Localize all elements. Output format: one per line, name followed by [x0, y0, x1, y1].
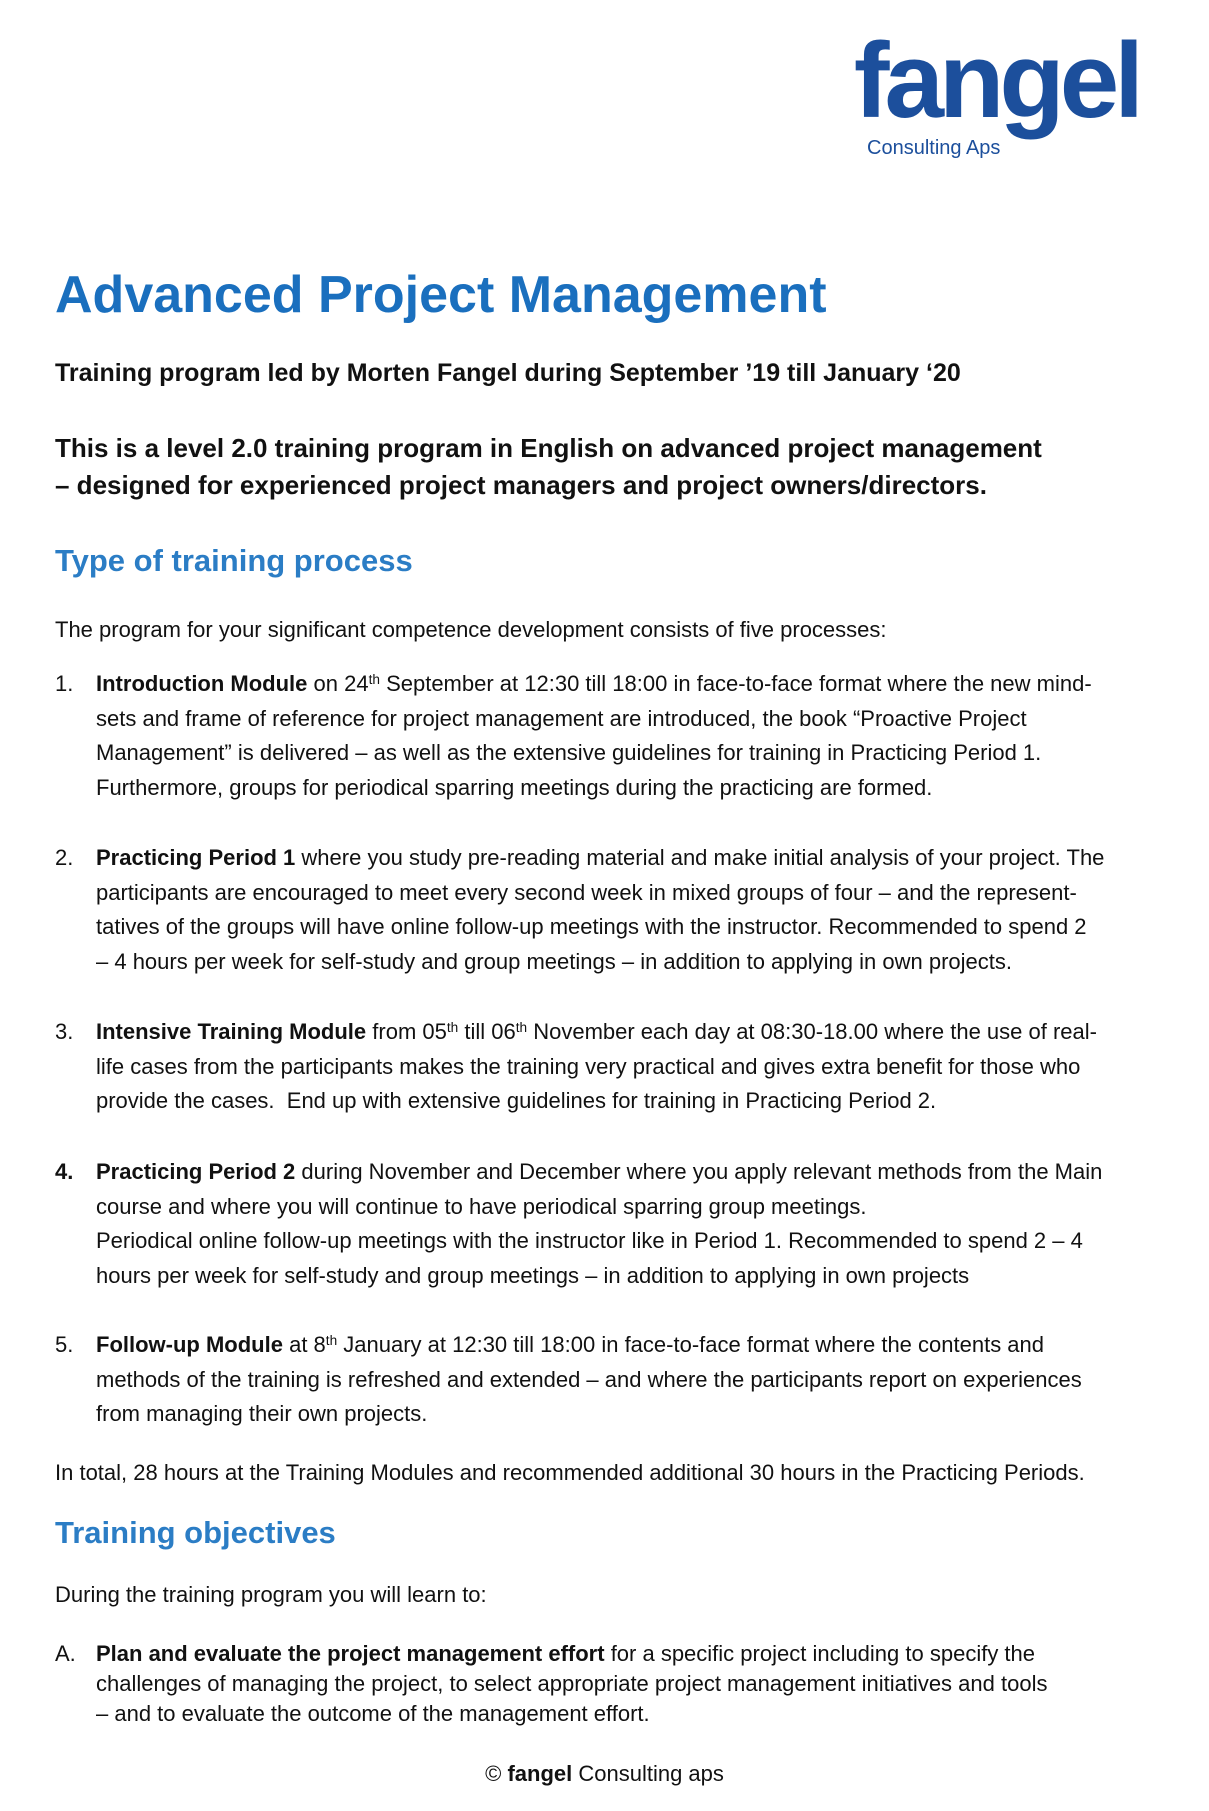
objectives-lead-text: During the training program you will learn to:	[55, 1582, 487, 1607]
text-line	[96, 1084, 1205, 1119]
section-heading-training-objectives: Training objectives	[55, 1515, 336, 1550]
text-run: Periodical online follow-up meetings with the instructor like in Period 1. Recommended to spend 2 – 4	[96, 1228, 1083, 1254]
footer-brand: fangel	[507, 1761, 573, 1786]
item-text	[96, 1015, 1205, 1119]
process-item	[55, 841, 1205, 980]
text-line	[96, 1328, 1205, 1363]
text-run: sets and frame of reference for project management are introduced, the book “Proactive Project	[96, 705, 1027, 731]
text-run: September at 12:30 till 18:00 in face-to-face format where the new mind-	[379, 671, 1092, 696]
intro-line: This is a level 2.0 training program in English on advanced project management	[55, 433, 1042, 463]
text-run: methods of the training is refreshed and extended – and where the participants report on experiences	[96, 1366, 1082, 1392]
text-line	[96, 1224, 1205, 1259]
ordinal-superscript: th	[446, 1019, 459, 1035]
section-heading-training-process: Type of training process	[55, 543, 413, 578]
ordinal-superscript: th	[325, 1332, 338, 1348]
text-line	[96, 1363, 1205, 1398]
text-line	[96, 841, 1205, 876]
process-item	[55, 667, 1205, 806]
text-run: participants are encouraged to meet every second week in mixed groups of four – and the represent-	[96, 879, 1077, 905]
text-line	[96, 1669, 1205, 1699]
total-hours-text: In total, 28 hours at the Training Modules and recommended additional 30 hours in the Practicing Periods.	[55, 1460, 1085, 1485]
text-run: challenges of managing the project, to select appropriate project management initiatives and tools	[96, 1671, 1048, 1696]
text-line	[96, 1639, 1205, 1669]
footer-text: Consulting aps	[578, 1761, 724, 1786]
text-run: where you study pre-reading material and make initial analysis of your project. The	[295, 845, 1105, 870]
item-number: 5.	[55, 1332, 74, 1357]
text-line	[96, 1050, 1205, 1085]
text-line	[96, 771, 1205, 806]
item-number: 3.	[55, 1019, 74, 1044]
ordinal-superscript: th	[368, 671, 380, 687]
text-run: hours per week for self-study and group meetings – in addition to applying in own projects	[96, 1263, 970, 1289]
program-subtitle: Training program led by Morten Fangel during September ’19 till January ‘20	[55, 359, 961, 387]
process-item	[55, 1328, 1205, 1432]
text-run: provide the cases. End up with extensive guidelines for training in Practicing Period 2.	[96, 1088, 937, 1114]
objective-item	[55, 1639, 1205, 1729]
text-run: on 24	[307, 671, 369, 696]
text-line	[96, 1397, 1205, 1432]
process-item	[55, 1015, 1205, 1119]
text-line	[96, 1015, 1205, 1050]
text-run: November each day at 08:30-18.00 where the use of real-	[527, 1019, 1097, 1044]
text-line	[96, 945, 1205, 980]
text-run: for a specific project including to specify the	[604, 1641, 1036, 1666]
bold-phrase: Practicing Period 1	[96, 845, 296, 870]
text-run: at 8	[282, 1332, 326, 1357]
text-line	[96, 1155, 1205, 1190]
bold-phrase: Follow-up Module	[96, 1332, 283, 1357]
page-title: Advanced Project Management	[55, 266, 827, 324]
process-lead-text: The program for your significant competence development consists of five processes:	[55, 617, 887, 642]
logo-tagline: Consulting Aps	[867, 137, 1001, 159]
bold-phrase: Intensive Training Module	[96, 1019, 367, 1044]
text-line	[96, 702, 1205, 737]
item-number: A.	[55, 1641, 76, 1666]
page-footer	[0, 1756, 1209, 1791]
intro-line: – designed for experienced project managers and project owners/directors.	[55, 470, 987, 500]
item-number: 1.	[55, 671, 74, 696]
logo-wordmark: fangel	[853, 20, 1139, 140]
text-run: during November and December where you apply relevant methods from the Main	[295, 1159, 1103, 1184]
text-line	[96, 736, 1205, 771]
text-line	[96, 1190, 1205, 1225]
item-text	[96, 1155, 1205, 1294]
text-line	[96, 1699, 1205, 1729]
bold-phrase: Plan and evaluate the project management effort	[96, 1641, 605, 1666]
item-number: 2.	[55, 845, 74, 870]
text-run: January at 12:30 till 18:00 in face-to-face format where the contents and	[337, 1332, 1045, 1357]
text-run: Management” is delivered – as well as the extensive guidelines for training in Practicing Period 1.	[96, 740, 1042, 766]
text-run: from 05	[366, 1019, 447, 1044]
text-run: tatives of the groups will have online follow-up meetings with the instructor. Recommended to spend 2	[96, 914, 1087, 940]
text-run: from managing their own projects.	[96, 1401, 428, 1427]
text-line	[96, 910, 1205, 945]
text-run: till 06	[458, 1019, 516, 1044]
item-number: 4.	[55, 1159, 74, 1184]
text-line	[96, 1259, 1205, 1294]
item-text	[96, 841, 1205, 980]
text-run: course and where you will continue to have periodical sparring group meetings.	[96, 1193, 867, 1219]
intro-paragraph	[55, 430, 1042, 504]
text-run: – 4 hours per week for self-study and group meetings – in addition to applying in own projects.	[96, 949, 1012, 975]
process-item	[55, 1155, 1205, 1294]
bold-phrase: Introduction Module	[96, 671, 308, 696]
item-text	[96, 1639, 1205, 1729]
text-line	[96, 876, 1205, 911]
copyright-symbol: ©	[485, 1761, 502, 1786]
item-text	[96, 667, 1205, 806]
text-run: Furthermore, groups for periodical sparring meetings during the practicing are formed.	[96, 775, 933, 801]
text-run: life cases from the participants makes the training very practical and gives extra benefit for those who	[96, 1053, 1081, 1079]
bold-phrase: Practicing Period 2	[96, 1159, 296, 1184]
text-run: – and to evaluate the outcome of the management effort.	[96, 1701, 650, 1726]
ordinal-superscript: th	[515, 1019, 528, 1035]
text-line	[96, 667, 1205, 702]
item-text	[96, 1328, 1205, 1432]
